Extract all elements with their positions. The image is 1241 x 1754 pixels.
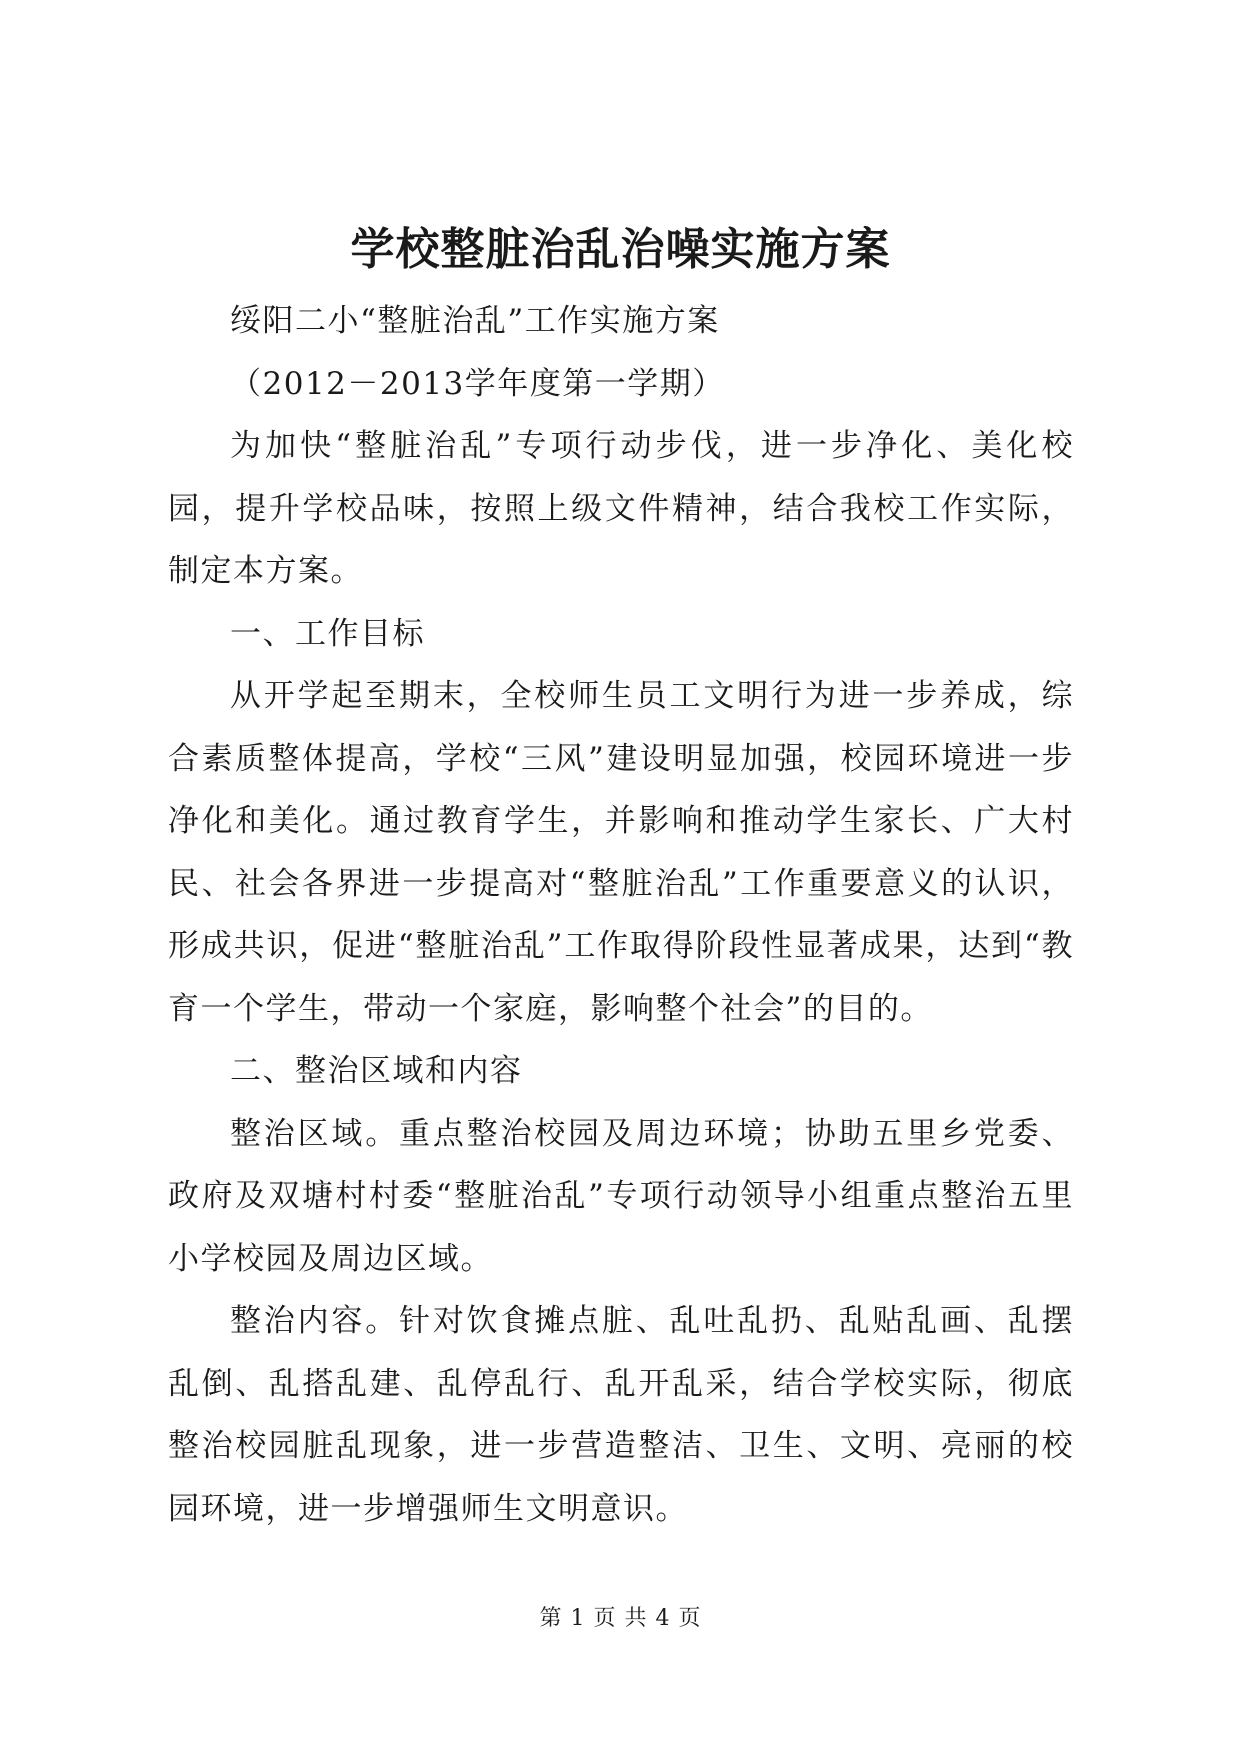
goals-paragraph: 从开学起至期末，全校师生员工文明行为进一步养成，综合素质整体提高，学校“三风”建设明显加强，校园环境进一步净化和美化。通过教育学生，并影响和推动学生家长、广大村民、社会各界进一步提高对“整脏治乱”工作重要意义的认识，形成共识，促进“整脏治乱”工作取得阶段性显著成果，达到“教育一个学生，带动一个家庭，影响整个社会”的目的。 [168,678,1074,1027]
scope-content-paragraph: 整治内容。针对饮食摊点脏、乱吐乱扔、乱贴乱画、乱摆乱倒、乱搭乱建、乱停乱行、乱开乱采，结合学校实际，彻底整治校园脏乱现象，进一步营造整洁、卫生、文明、亮丽的校园环境，进一步增强师生文明意识。 [168,1303,1074,1527]
section-heading-scope: 二、整治区域和内容 [230,1053,523,1089]
document-title: 学校整脏治乱治噪实施方案 [350,224,891,275]
term-paragraph: （2012－2013学年度第一学期） [230,365,725,402]
document-body [168,290,1074,1540]
intro-paragraph: 为加快“整脏治乱”专项行动步伐，进一步净化、美化校园，提升学校品味，按照上级文件精神，结合我校工作实际，制定本方案。 [168,428,1074,589]
page-footer: 第 1 页 共 4 页 [539,1606,702,1631]
section-heading-goals: 一、工作目标 [230,615,425,652]
scope-area-paragraph: 整治区域。重点整治校园及周边环境；协助五里乡党委、政府及双塘村村委“整脏治乱”专项行动领导小组重点整治五里小学校园及周边区域。 [168,1115,1074,1277]
subtitle-paragraph: 绥阳二小“整脏治乱”工作实施方案 [230,303,720,339]
